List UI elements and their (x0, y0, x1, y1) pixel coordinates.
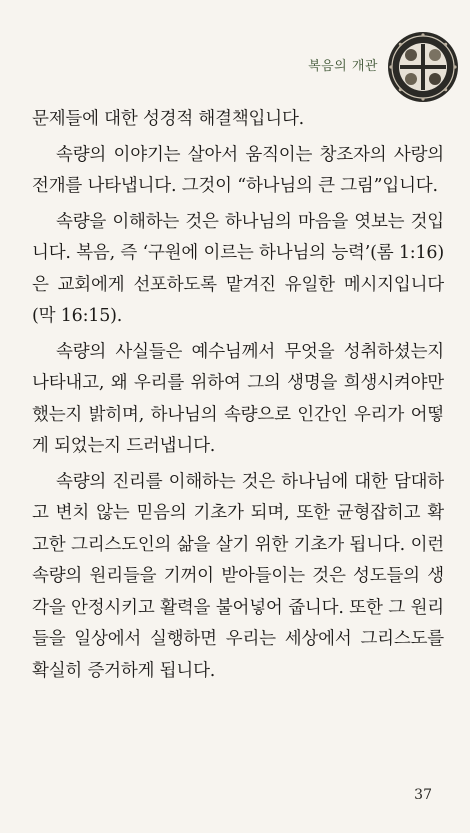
body-text (32, 104, 444, 691)
paragraph: 속량의 이야기는 살아서 움직이는 창조자의 사랑의 전개를 나타냅니다. 그것이 “하나님의 큰 그림”입니다. (32, 144, 444, 196)
running-header: 복음의 개관 (308, 59, 378, 74)
paragraph: 속량의 사실들은 예수님께서 무엇을 성취하셨는지 나타내고, 왜 우리를 위하여 그의 생명을 희생시켜야만 했는지 밝히며, 하나님의 속량으로 인간인 우리가 어떻게 되었는지 드러냅니다. (32, 341, 444, 456)
page-number: 37 (414, 787, 432, 803)
paragraph: 속량의 진리를 이해하는 것은 하나님에 대한 담대하고 변치 않는 믿음의 기초가 되며, 또한 균형잡히고 확고한 그리스도인의 삶을 살기 위한 기초가 됩니다. 이런 속량의 원리들을 기꺼이 받아들이는 것은 성도들의 생각을 안정시키고 활력을 불어넣어 줍니다. 또한 그 원리들을 일상에서 실행하면 우리는 세상에서 그리스도를 확실히 증거하게 됩니다. (32, 471, 444, 681)
emblem-icon (386, 30, 460, 104)
paragraph: 문제들에 대한 성경적 해결책입니다. (32, 109, 305, 129)
paragraph: 속량을 이해하는 것은 하나님의 마음을 엿보는 것입니다. 복음, 즉 ‘구원에 이르는 하나님의 능력’(롬 1:16)은 교회에게 선포하도록 맡겨진 유일한 메시지입니다(막 16:15). (32, 211, 444, 326)
